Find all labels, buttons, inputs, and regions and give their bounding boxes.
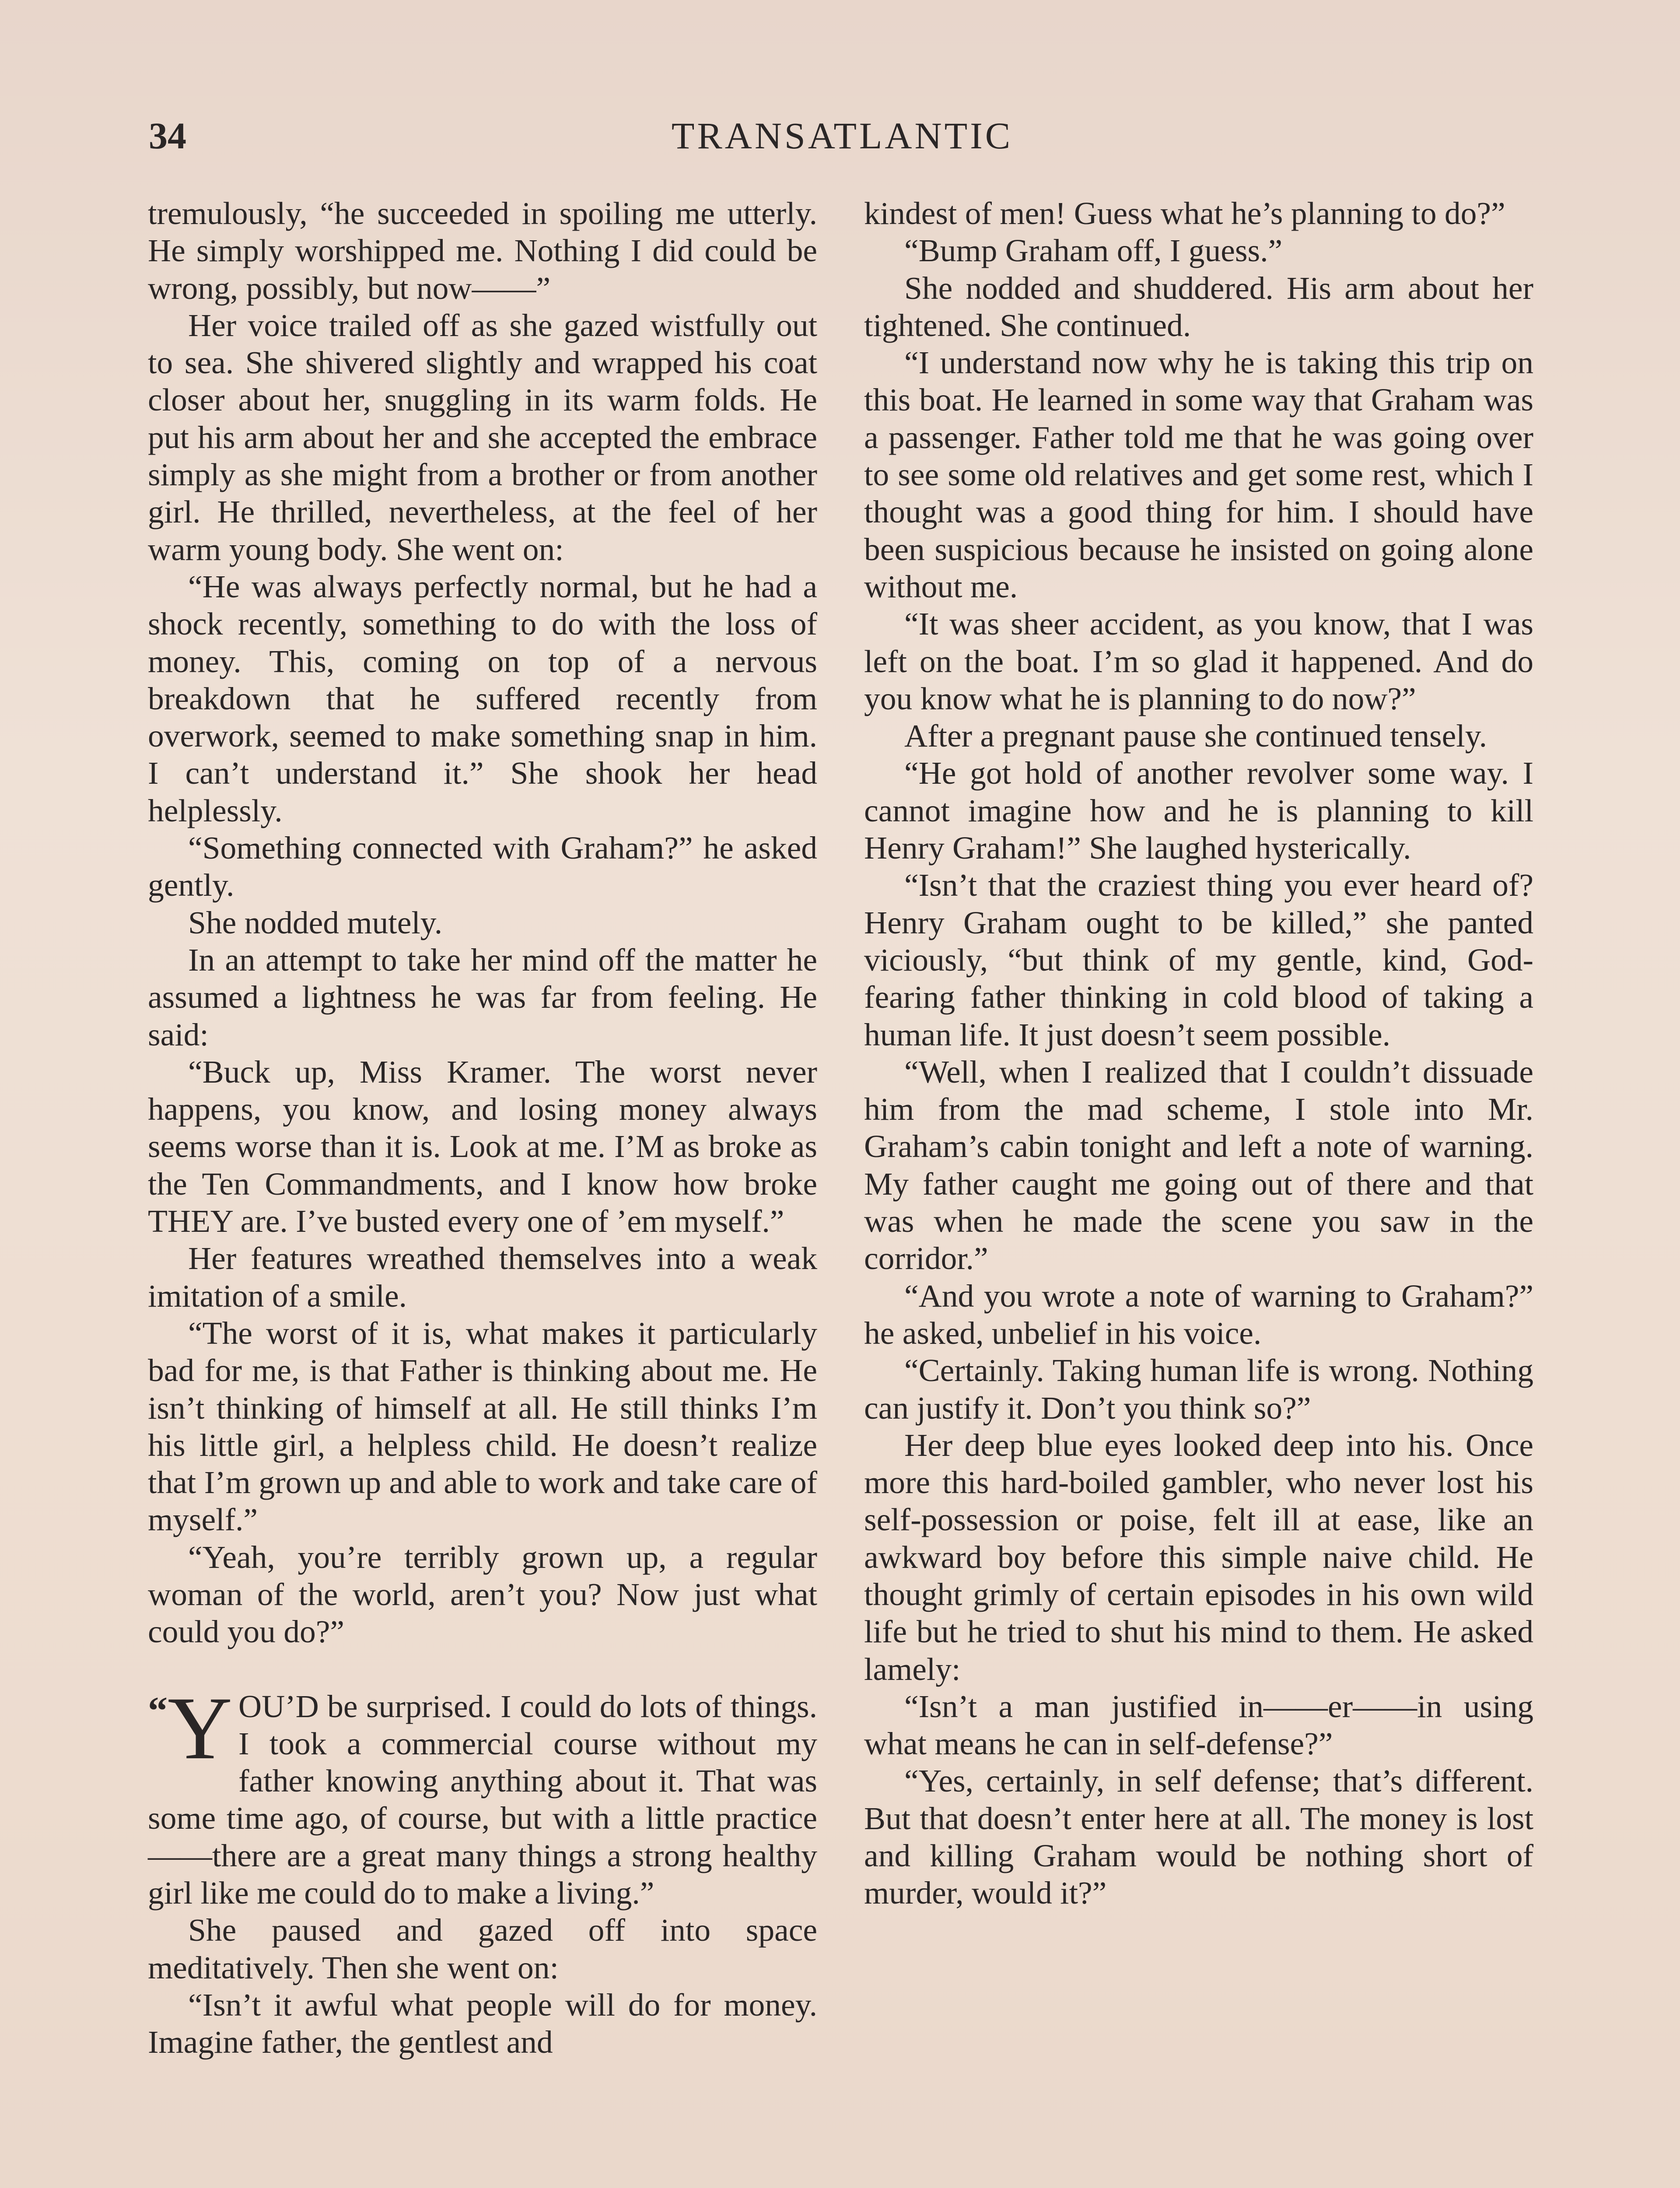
paragraph: “And you wrote a note of warning to Graham?” he asked, unbelief in his voice. <box>864 1278 1533 1351</box>
paragraph: “Bump Graham off, I guess.” <box>904 233 1283 269</box>
page-header <box>149 112 1536 160</box>
paragraph: After a pregnant pause she continued tensely. <box>904 718 1488 754</box>
paragraph: In an attempt to take her mind off the matter he assumed a lightness he was far from feeling. He said: <box>148 942 817 1052</box>
running-title: TRANSATLANTIC <box>671 115 1013 157</box>
left-column <box>148 195 817 2061</box>
drop-cap-letter: Y <box>168 1678 233 1778</box>
paragraph: “Isn’t a man justified in——er——in using what means he can in self-defense?” <box>864 1688 1533 1762</box>
paragraph-text: OU’D be surprised. I could do lots of things. I took a commercial course without my father knowing anything about it. That was some time ago, of course, but with a little practice ——there are a great many things a strong healthy girl like me could do to make a living.” <box>148 1688 817 1911</box>
paragraph: tremulously, “he succeeded in spoiling me utterly. He simply worshipped me. Nothing I did could be wrong, possibly, but now——” <box>148 196 817 306</box>
paragraph: kindest of men! Guess what he’s planning to do?” <box>864 196 1505 231</box>
paragraph: “It was sheer accident, as you know, that I was left on the boat. I’m so glad it happened. And do you know what he is planning to do now?” <box>864 606 1533 716</box>
paragraph: “He was always perfectly normal, but he had a shock recently, something to do with the loss of money. This, coming on top of a nervous breakdown that he suffered recently from overwork, seemed to make something snap in him. I can’t understand it.” She shook her head helplessly. <box>148 568 817 828</box>
paragraph: “I understand now why he is taking this trip on this boat. He learned in some way that Graham was a passenger. Father told me that he was going over to see some old relatives and get some rest, which I thought was a good thing for him. I should have been suspicious because he insisted on going alone without me. <box>864 345 1533 604</box>
paragraph: She paused and gazed off into space meditatively. Then she went on: <box>148 1912 817 1985</box>
paragraph: “Yeah, you’re terribly grown up, a regular woman of the world, aren’t you? Now just what could you do?” <box>148 1539 817 1650</box>
paragraph: She nodded and shuddered. His arm about her tightened. She continued. <box>864 270 1533 343</box>
paragraph: Her voice trailed off as she gazed wistfully out to sea. She shivered slightly and wrapped his coat closer about her, snuggling in its warm folds. He put his arm about her and she accepted the embrace simply as she might from a brother or from another girl. He thrilled, nevertheless, at the feel of her warm young body. She went on: <box>148 307 817 567</box>
paragraph: “Buck up, Miss Kramer. The worst never happens, you know, and losing money always seems worse than it is. Look at me. I’M as broke as the Ten Commandments, and I know how broke THEY are. I’ve busted every one of ’em myself.” <box>148 1054 817 1239</box>
paragraph: “The worst of it is, what makes it particularly bad for me, is that Father is thinking about me. He isn’t thinking of himself at all. He still thinks I’m his little girl, a helpless child. He doesn’t realize that I’m grown up and able to work and take care of myself.” <box>148 1315 817 1538</box>
paragraph: “Yes, certainly, in self defense; that’s different. But that doesn’t enter here at all. The money is lost and killing Graham would be nothing short of murder, would it?” <box>864 1763 1533 1911</box>
right-column <box>864 195 1533 1912</box>
page-number: 34 <box>149 115 186 157</box>
drop-cap <box>148 1678 233 1778</box>
paragraph: “Certainly. Taking human life is wrong. Nothing can justify it. Don’t you think so?” <box>864 1353 1533 1426</box>
dropcap-paragraph <box>148 1678 817 1912</box>
paragraph: “He got hold of another revolver some way. I cannot imagine how and he is planning to kill Henry Graham!” She laughed hysterically. <box>864 755 1533 866</box>
paragraph: “Isn’t it awful what people will do for money. Imagine father, the gentlest and <box>148 1987 817 2060</box>
paragraph: “Well, when I realized that I couldn’t dissuade him from the mad scheme, I stole into Mr. Graham’s cabin tonight and left a note of warning. My father caught me going out of there and that was when he made the scene you saw in the corridor.” <box>864 1054 1533 1276</box>
drop-cap-quote: “ <box>148 1689 168 1732</box>
paragraph: “Isn’t that the craziest thing you ever heard of? Henry Graham ought to be killed,” she panted viciously, “but think of my gentle, kind, God-fearing father thinking in cold blood of taking a human life. It just doesn’t seem possible. <box>864 867 1533 1052</box>
paragraph: Her features wreathed themselves into a weak imitation of a smile. <box>148 1241 817 1314</box>
paragraph: Her deep blue eyes looked deep into his. Once more this hard-boiled gambler, who never lost his self-possession or poise, felt ill at ease, like an awkward boy before this simple naive child. He thought grimly of certain episodes in his own wild life but he tried to shut his mind to them. He asked lamely: <box>864 1427 1533 1687</box>
paragraph: She nodded mutely. <box>188 905 443 940</box>
paragraph: “Something connected with Graham?” he asked gently. <box>148 830 817 903</box>
